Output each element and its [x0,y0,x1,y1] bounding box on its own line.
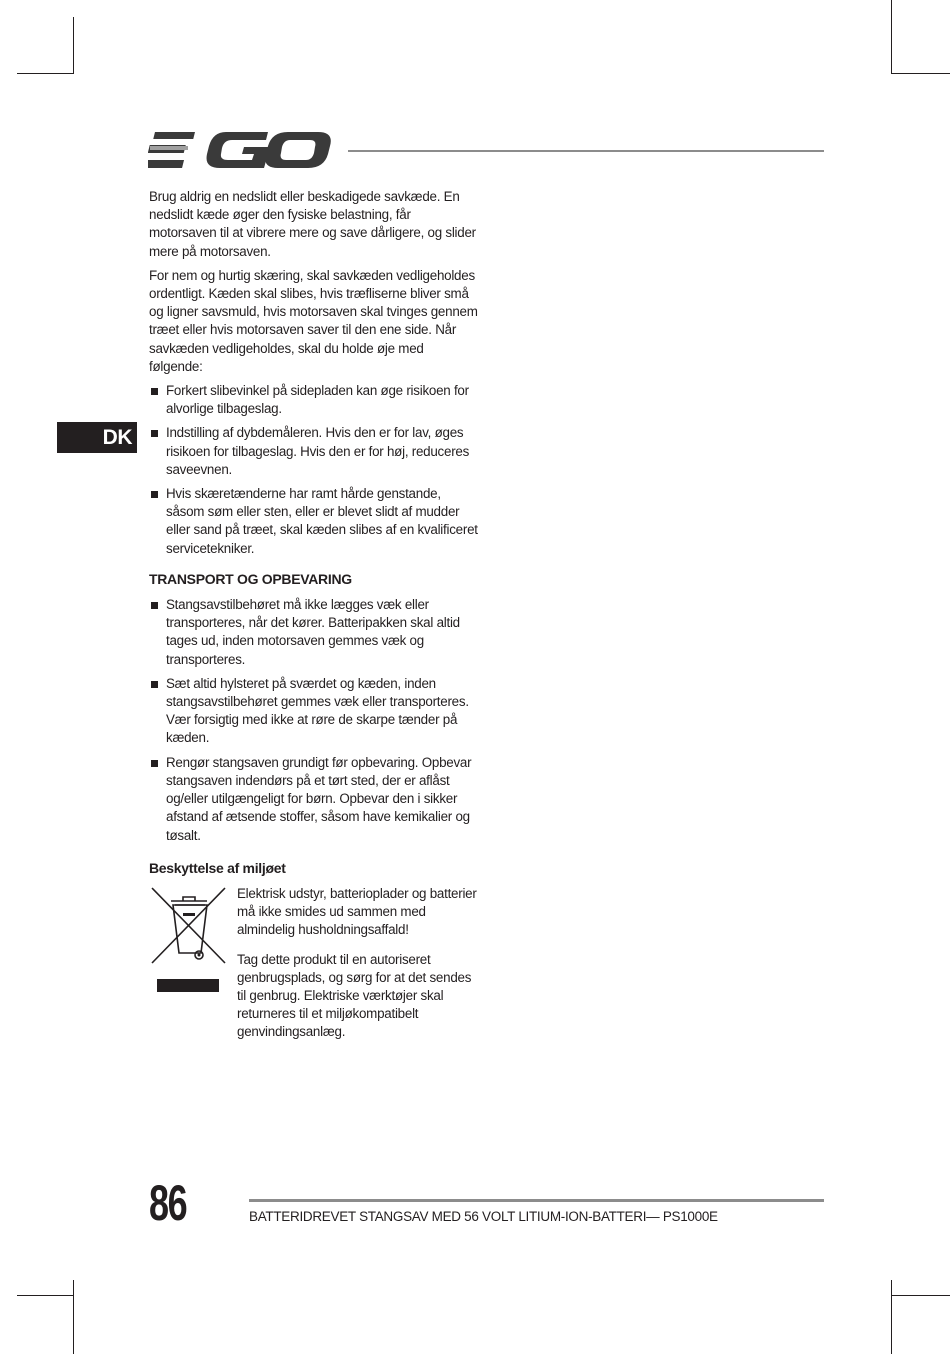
crop-mark [73,17,74,74]
crop-mark [891,73,950,74]
bullet-icon [151,430,158,437]
page-number: 86 [149,1175,187,1231]
environment-text [237,885,479,1042]
list-item-text: Sæt altid hylsteret på sværdet og kæden, inden stangsavstilbehøret gemmes væk eller transporteres. Vær forsigtig med ikke at røre de skarpe tænder på kæden. [166,675,469,746]
list-item-text: Indstilling af dybdemåleren. Hvis den er for lav, øges risikoen for tilbageslag. Hvis den er for høj, reduceres saveevnen. [166,425,470,477]
crop-mark [891,0,892,74]
list-item [149,382,479,418]
section-heading-transport: TRANSPORT OG OPBEVARING [149,570,352,587]
crop-mark [17,1295,74,1296]
list-item [149,754,479,845]
list-item-text: Hvis skæretænderne har ramt hårde genstande, såsom søm eller sten, eller er blevet slidt af mudder eller sand på træet, skal kæden slibes af en kvalificeret servicetekniker. [166,486,478,556]
ego-logo [148,128,332,172]
list-item [149,424,479,479]
environment-block [149,885,479,1042]
list-item [149,485,479,558]
crop-mark [891,1280,892,1354]
crop-mark [891,1295,950,1296]
maintenance-list [149,382,479,558]
list-item-text: Rengør stangsaven grundigt før opbevaring. Opbevar stangsaven indendørs på et tørt sted, der er aflåst og/eller utilgængeligt for børn. Opbevar den i sikker afstand af ætsende stoffer, såsom have kemikalier og tøsalt. [166,754,472,843]
bullet-icon [151,491,158,498]
main-column [149,188,479,1053]
transport-list [149,596,479,845]
footer-rule [249,1199,824,1202]
bullet-icon [151,681,158,688]
bullet-icon [151,602,158,609]
weee-crossed-bin-icon [149,885,231,997]
crop-mark [17,73,74,74]
language-tab: DK [57,422,137,453]
environment-paragraph: Elektrisk udstyr, batterioplader og batterier må ikke smides ud sammen med almindelig husholdningsaffald! [237,885,477,938]
bullet-icon [151,388,158,395]
list-item [149,675,479,748]
header-rule [348,150,824,152]
bullet-icon [151,760,158,767]
section-heading-environment: Beskyttelse af miljøet [149,859,286,876]
intro-paragraph: For nem og hurtig skæring, skal savkæden vedligeholdes ordentligt. Kæden skal slibes, hvis træfliserne bliver små og ligner savsmuld, hvis motorsaven skal tvinges gennem træet eller hvis motorsaven saver til den ene side. Når savkæden vedligeholdes, skal du holde øje med følgende: [149,267,478,374]
list-item-text: Stangsavstilbehøret må ikke lægges væk eller transporteres, når det kører. Batteripakken skal altid tages ud, inden motorsaven gemmes væk og transporteres. [166,597,460,667]
list-item [149,596,479,669]
footer-title: BATTERIDREVET STANGSAV MED 56 VOLT LITIUM-ION-BATTERI— PS1000E [249,1209,718,1224]
intro-paragraph: Brug aldrig en nedslidt eller beskadigede savkæde. En nedslidt kæde øger den fysiske belastning, får motorsaven til at vibrere mere og save dårligere, og slider mere på motorsaven. [149,189,476,259]
list-item-text: Forkert slibevinkel på sidepladen kan øge risikoen for alvorlige tilbageslag. [166,383,469,417]
crop-mark [73,1280,74,1354]
environment-paragraph: Tag dette produkt til en autoriseret genbrugsplads, og sørg for at det sendes til genbrug. Elektriske værktøjer skal returneres til et miljøkompatibelt genvindingsanlæg. [237,951,472,1040]
